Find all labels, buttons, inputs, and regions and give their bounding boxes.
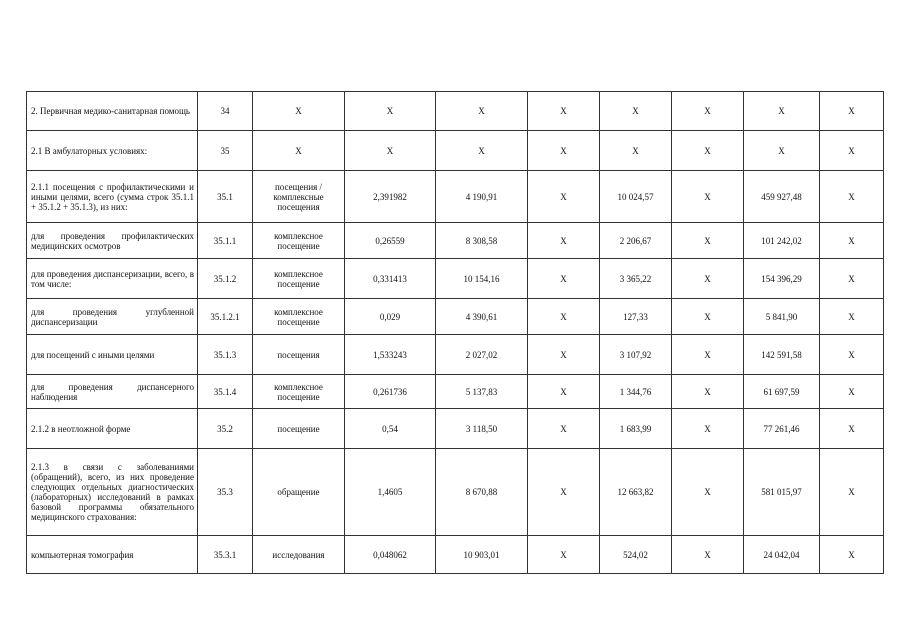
row-unit-cell: Х — [253, 92, 345, 131]
row-value-col6: Х — [528, 299, 600, 335]
row-code-cell: 35.1.2.1 — [198, 299, 253, 335]
row-value-col6: Х — [528, 223, 600, 259]
indicators-table — [26, 91, 884, 574]
row-value-col8: Х — [672, 536, 744, 574]
row-value-col6: Х — [528, 92, 600, 131]
table-row — [27, 92, 884, 131]
row-value-col10: Х — [820, 335, 884, 375]
row-value-col7: 524,02 — [600, 536, 672, 574]
row-unit-cell: обращение — [253, 449, 345, 536]
row-value-col10: Х — [820, 536, 884, 574]
row-value-col9: 61 697,59 — [744, 375, 820, 409]
table-row — [27, 449, 884, 536]
row-name-cell: для проведения диспансерного наблюдения — [27, 375, 198, 409]
row-unit-cell: комплексное посещение — [253, 375, 345, 409]
row-value-col8: Х — [672, 409, 744, 449]
row-value-col8: Х — [672, 335, 744, 375]
row-value-col10: Х — [820, 92, 884, 131]
row-value-col5: 8 670,88 — [436, 449, 528, 536]
row-value-col4: 0,54 — [345, 409, 436, 449]
table-row — [27, 299, 884, 335]
row-value-col5: Х — [436, 131, 528, 171]
row-value-col9: 77 261,46 — [744, 409, 820, 449]
row-value-col7: 10 024,57 — [600, 171, 672, 223]
row-value-col10: Х — [820, 449, 884, 536]
row-value-col10: Х — [820, 299, 884, 335]
row-value-col4: 0,331413 — [345, 259, 436, 299]
row-value-col9: 101 242,02 — [744, 223, 820, 259]
row-unit-cell: посещения — [253, 335, 345, 375]
table-row — [27, 375, 884, 409]
row-value-col7: 3 107,92 — [600, 335, 672, 375]
row-value-col4: 2,391982 — [345, 171, 436, 223]
row-value-col5: 10 903,01 — [436, 536, 528, 574]
row-value-col10: Х — [820, 131, 884, 171]
row-value-col10: Х — [820, 259, 884, 299]
row-value-col6: Х — [528, 335, 600, 375]
row-value-col7: 127,33 — [600, 299, 672, 335]
row-value-col4: 1,533243 — [345, 335, 436, 375]
row-value-col8: Х — [672, 449, 744, 536]
row-unit-cell: комплексное посещение — [253, 299, 345, 335]
table-row — [27, 223, 884, 259]
row-value-col8: Х — [672, 299, 744, 335]
row-value-col4: 1,4605 — [345, 449, 436, 536]
row-value-col9: Х — [744, 131, 820, 171]
table-row — [27, 536, 884, 574]
row-value-col8: Х — [672, 171, 744, 223]
row-value-col6: Х — [528, 259, 600, 299]
row-value-col4: Х — [345, 92, 436, 131]
row-name-cell: 2.1.1 посещения с профилактическими и иными целями, всего (сумма строк 35.1.1 + 35.1.2 + 35.1.3), из них: — [27, 171, 198, 223]
row-value-col5: 3 118,50 — [436, 409, 528, 449]
row-name-cell: для посещений с иными целями — [27, 335, 198, 375]
row-value-col7: 1 344,76 — [600, 375, 672, 409]
table-row — [27, 131, 884, 171]
row-value-col6: Х — [528, 131, 600, 171]
row-name-cell: для проведения углубленной диспансеризации — [27, 299, 198, 335]
row-value-col7: 2 206,67 — [600, 223, 672, 259]
row-value-col10: Х — [820, 409, 884, 449]
row-value-col5: 5 137,83 — [436, 375, 528, 409]
row-value-col6: Х — [528, 409, 600, 449]
row-code-cell: 35.1.4 — [198, 375, 253, 409]
row-value-col4: 0,261736 — [345, 375, 436, 409]
row-value-col5: 4 190,91 — [436, 171, 528, 223]
row-value-col9: 581 015,97 — [744, 449, 820, 536]
row-value-col8: Х — [672, 259, 744, 299]
table-row — [27, 259, 884, 299]
row-value-col8: Х — [672, 375, 744, 409]
row-value-col4: 0,26559 — [345, 223, 436, 259]
row-value-col8: Х — [672, 131, 744, 171]
row-code-cell: 35 — [198, 131, 253, 171]
row-value-col8: Х — [672, 92, 744, 131]
row-code-cell: 34 — [198, 92, 253, 131]
row-unit-cell: исследования — [253, 536, 345, 574]
table-row — [27, 409, 884, 449]
row-code-cell: 35.2 — [198, 409, 253, 449]
row-name-cell: для проведения диспансеризации, всего, в том числе: — [27, 259, 198, 299]
row-value-col10: Х — [820, 223, 884, 259]
row-unit-cell: комплексное посещение — [253, 223, 345, 259]
row-value-col4: Х — [345, 131, 436, 171]
row-value-col9: 24 042,04 — [744, 536, 820, 574]
row-value-col9: 142 591,58 — [744, 335, 820, 375]
row-value-col10: Х — [820, 375, 884, 409]
row-name-cell: для проведения профилактических медицинских осмотров — [27, 223, 198, 259]
row-name-cell: компьютерная томография — [27, 536, 198, 574]
row-value-col9: 459 927,48 — [744, 171, 820, 223]
row-name-cell: 2. Первичная медико-санитарная помощь — [27, 92, 198, 131]
row-value-col9: 154 396,29 — [744, 259, 820, 299]
row-value-col6: Х — [528, 449, 600, 536]
row-code-cell: 35.3 — [198, 449, 253, 536]
row-code-cell: 35.1 — [198, 171, 253, 223]
row-value-col5: 4 390,61 — [436, 299, 528, 335]
row-code-cell: 35.1.3 — [198, 335, 253, 375]
row-value-col7: Х — [600, 131, 672, 171]
row-name-cell: 2.1.3 в связи с заболеваниями (обращений), всего, из них проведение следующих отдельных диагностических (лабораторных) исследований в рамках базовой программы обязательного медицинского страхования: — [27, 449, 198, 536]
row-value-col5: 2 027,02 — [436, 335, 528, 375]
row-code-cell: 35.1.1 — [198, 223, 253, 259]
row-unit-cell: посещение — [253, 409, 345, 449]
row-unit-cell: комплексное посещение — [253, 259, 345, 299]
row-value-col7: 3 365,22 — [600, 259, 672, 299]
row-value-col9: Х — [744, 92, 820, 131]
row-unit-cell: посещения / комплексные посещения — [253, 171, 345, 223]
row-name-cell: 2.1 В амбулаторных условиях: — [27, 131, 198, 171]
row-value-col5: 8 308,58 — [436, 223, 528, 259]
row-value-col7: Х — [600, 92, 672, 131]
table-row — [27, 171, 884, 223]
row-value-col7: 1 683,99 — [600, 409, 672, 449]
row-value-col5: 10 154,16 — [436, 259, 528, 299]
row-name-cell: 2.1.2 в неотложной форме — [27, 409, 198, 449]
row-unit-cell: Х — [253, 131, 345, 171]
table-body — [27, 92, 884, 574]
row-value-col4: 0,048062 — [345, 536, 436, 574]
row-value-col6: Х — [528, 375, 600, 409]
row-code-cell: 35.3.1 — [198, 536, 253, 574]
table-row — [27, 335, 884, 375]
row-value-col9: 5 841,90 — [744, 299, 820, 335]
row-value-col10: Х — [820, 171, 884, 223]
row-value-col5: Х — [436, 92, 528, 131]
row-value-col8: Х — [672, 223, 744, 259]
row-value-col6: Х — [528, 171, 600, 223]
row-value-col7: 12 663,82 — [600, 449, 672, 536]
row-code-cell: 35.1.2 — [198, 259, 253, 299]
row-value-col6: Х — [528, 536, 600, 574]
row-value-col4: 0,029 — [345, 299, 436, 335]
